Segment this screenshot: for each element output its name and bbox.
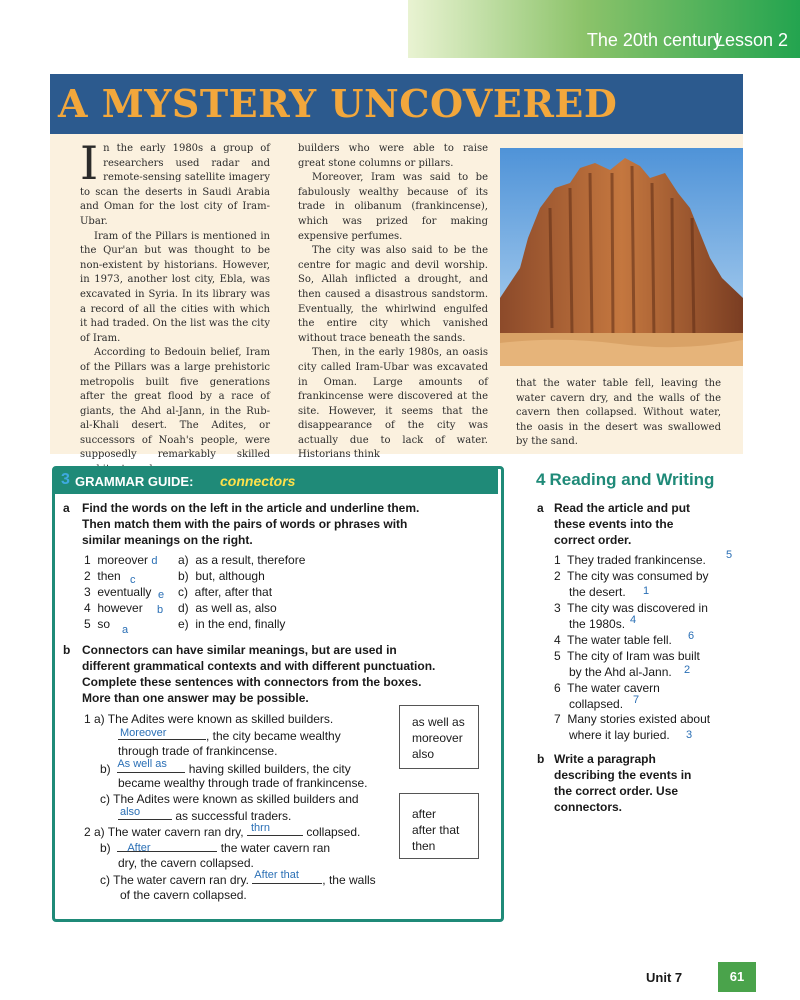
instruction-b-line: Connectors can have similar meanings, but are used in (82, 643, 397, 657)
instruction-b-line: More than one answer may be possible. (82, 691, 309, 705)
handwritten-answer: As well as (117, 758, 167, 770)
exercise-line: c) The Adites were known as skilled builders and (100, 792, 359, 806)
handwritten-answer: 1 (643, 585, 650, 597)
handwritten-answer: 4 (630, 614, 637, 626)
article-paragraph: In the early 1980s a group of researchers used radar and remote-sensing satellite imagery to scan the deserts in Saudi Arabia and Oman for the lost city of Iram-Ubar. (80, 136, 270, 227)
handwritten-answer: After that (254, 869, 299, 881)
connector-box-2 (399, 793, 479, 859)
exercise-line: dry, the cavern collapsed. (118, 856, 254, 870)
connector-word: then (412, 839, 436, 853)
event-item: 4 The water table fell. (554, 633, 672, 647)
article-column-2 (298, 142, 488, 463)
exercise-line: c) The water cavern ran dry. After that , the walls (100, 869, 376, 887)
event-item-cont: the 1980s. (569, 617, 626, 631)
match-option: c) after, after that (178, 585, 273, 599)
event-item-cont: the desert. (569, 585, 626, 599)
event-item: 3 The city was discovered in (554, 601, 708, 615)
exercise-line: of the cavern collapsed. (120, 888, 247, 902)
exercise-line: Moreover , the city became wealthy (120, 727, 341, 743)
handwritten-answer: a (122, 624, 129, 636)
handwritten-answer: After (127, 842, 151, 854)
match-option: a) as a result, therefore (178, 553, 306, 567)
lesson-label: Lesson 2 (714, 30, 788, 50)
connector-word: also (412, 747, 435, 761)
connector-box-1 (399, 705, 479, 769)
section-number: 4 (536, 470, 546, 489)
event-item-cont: by the Ahd al-Jann. (569, 665, 672, 679)
article-column-1 (80, 136, 270, 478)
reading-instruction-line: describing the events in (554, 768, 692, 782)
article-paragraph: The city was also said to be the centre for magic and devil worship. So, Allah inflicted a drought, and then caused a disastrous sandstorm. Eventually, the whirlwind engulfed the entire city which vanished without trace beneath the sands. (298, 245, 488, 344)
instruction-b-line: Complete these sentences with connectors from the boxes. (82, 675, 422, 689)
event-item: 7 Many stories existed about (554, 712, 711, 726)
unit-topic: The 20th century (586, 30, 722, 50)
match-option: b) but, although (178, 569, 265, 583)
grammar-guide-topic: connectors (220, 473, 296, 489)
instruction-letter: a (63, 501, 70, 515)
reading-instruction-line: these events into the (554, 517, 674, 531)
rock-pillars-photo (500, 148, 743, 366)
title-bar (50, 74, 743, 134)
handwritten-answer: 5 (726, 549, 733, 561)
article-paragraph: Then, in the early 1980s, an oasis city called Iram-Ubar was excavated in Oman. Large amounts of frankincense were discovered at the site. However, it seems that the disappearance of the city was actually due to lack of water. Historians think (298, 347, 488, 461)
article-paragraph: Moreover, Iram was said to be fabulously wealthy because of its trade in olibanum (frankincense), which was prized for making expensive perfumes. (298, 172, 488, 242)
event-item-cont: collapsed. (569, 697, 624, 711)
grammar-guide-header (55, 469, 498, 494)
exercise-line: b) As well as having skilled builders, the city (100, 758, 351, 776)
handwritten-answer: Moreover (120, 727, 167, 739)
reading-instruction-line: Write a paragraph (554, 752, 656, 766)
reading-writing-heading (536, 470, 714, 490)
instruction-a-line: Then match them with the pairs of words or phrases with (82, 517, 408, 531)
handwritten-answer: 3 (686, 729, 693, 741)
handwritten-answer: c (130, 574, 136, 586)
connector-word: moreover (412, 731, 463, 745)
handwritten-answer: e (158, 589, 165, 601)
article-paragraph: According to Bedouin belief, Iram of the Pillars was a large prehistoric metropolis built five generations after the great flood by a race of giants, the Ahd al-Jann, in the Rub-al-Khali desert. The Adites, or successors of Noah's people, were supposedly remarkably skilled (80, 347, 270, 461)
article-paragraph: Iram of the Pillars is mentioned in the Qur'an but was thought to be non-existent by historians. However, in 1973, another lost city, Ebla, was excavated in Syria. In its library was a record of all the cities with which it had traded. On the list was the city of Iram. (80, 230, 270, 344)
section-number: 3 (61, 471, 70, 488)
section-title: Reading and Writing (549, 470, 715, 489)
event-item: 6 The water cavern (554, 681, 660, 695)
match-option: d) as well as, also (178, 601, 277, 615)
event-item: 1 They traded frankincense. (554, 553, 706, 567)
instruction-letter: a (537, 501, 544, 515)
instruction-a-line: Find the words on the left in the article and underline them. (82, 501, 420, 515)
grammar-guide-heading: GRAMMAR GUIDE: (75, 474, 194, 489)
handwritten-answer: also (120, 806, 141, 818)
instruction-letter: b (63, 643, 71, 657)
match-item: 3 eventually (84, 585, 152, 599)
unit-label: Unit 7 (646, 970, 683, 985)
match-item: 1 moreover d (84, 553, 158, 567)
handwritten-answer: 2 (684, 664, 691, 676)
handwritten-answer: 7 (633, 694, 640, 706)
event-item-cont: where it lay buried. (569, 728, 670, 742)
connector-word: after (412, 807, 437, 821)
instruction-letter: b (537, 752, 545, 766)
reading-instruction-line: the correct order. Use (554, 784, 679, 798)
handwritten-answer: b (157, 604, 164, 616)
exercise-line: also as successful traders. (120, 806, 292, 823)
page-number: 61 (718, 962, 756, 992)
page-title: A MYSTERY UNCOVERED (58, 81, 618, 126)
instruction-a-line: similar meanings on the right. (82, 533, 253, 547)
match-item: 5 so (84, 617, 111, 631)
exercise-line: 2 a) The water cavern ran dry, thrn collapsed. (84, 822, 361, 839)
match-item: 4 however (84, 601, 143, 615)
drop-cap: I (80, 136, 99, 190)
reading-instruction-line: Read the article and put (554, 501, 691, 515)
exercise-line: through trade of frankincense. (118, 744, 278, 758)
photo-caption: that the water table fell, leaving the water cavern dry, and the walls of the cavern then collapsed. Without water, the oasis in the desert was swallowed by the sand. (516, 378, 721, 448)
connector-word: as well as (412, 715, 465, 729)
event-item: 5 The city of Iram was built (554, 649, 700, 663)
exercise-line: became wealthy through trade of frankincense. (118, 776, 368, 790)
reading-instruction-line: correct order. (554, 533, 632, 547)
instruction-b-line: different grammatical contexts and with different punctuation. (82, 659, 436, 673)
connector-word: after that (412, 823, 460, 837)
header-band (408, 0, 800, 58)
handwritten-answer: 6 (688, 630, 695, 642)
match-option: e) in the end, finally (178, 617, 286, 631)
match-item: 2 then (84, 569, 121, 583)
exercise-line: 1 a) The Adites were known as skilled builders. (84, 712, 334, 726)
reading-instruction-line: connectors. (554, 800, 623, 814)
article-paragraph: builders who were able to raise great stone columns or pillars. (298, 143, 488, 169)
event-item: 2 The city was consumed by (554, 569, 709, 583)
handwritten-answer: thrn (250, 822, 270, 834)
exercise-line: b) After the water cavern ran (100, 841, 331, 855)
